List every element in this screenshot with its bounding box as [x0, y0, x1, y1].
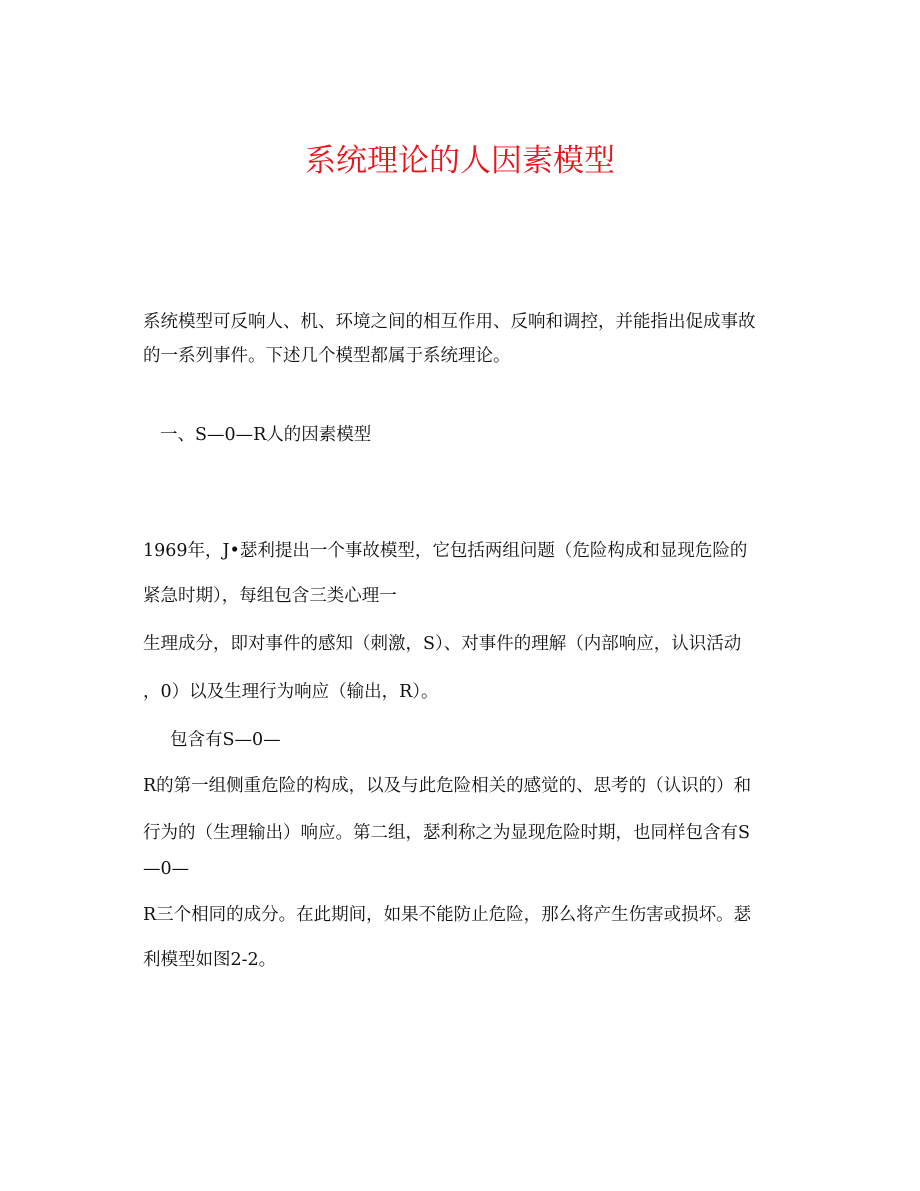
paragraph-3-line-2: ，0）以及生理行为响应（输出，R）。 — [143, 682, 439, 702]
paragraph-6-line-2: 利模型如图2-2。 — [143, 950, 277, 970]
paragraph-5-line-3: —0— — [143, 859, 190, 879]
paragraph-3-line-1: 生理成分，即对事件的感知（刺激，S）、对事件的理解（内部响应，认识活动 — [143, 634, 742, 654]
paragraph-1-line-2: 的一系列事件。下述几个模型都属于系统理论。 — [143, 346, 511, 366]
paragraph-5-line-1: R的第一组侧重危险的构成，以及与此危险相关的感觉的、思考的（认识的）和 — [143, 776, 752, 796]
paragraph-4-line-1: 包含有S—0— — [170, 730, 281, 750]
paragraph-2-line-2: 紧急时期），每组包含三类心理一 — [143, 586, 397, 606]
document-title: 系统理论的人因素模型 — [305, 142, 615, 179]
paragraph-1-line-1: 系统模型可反响人、机、环境之间的相互作用、反响和调控，并能指出促成事故 — [143, 312, 756, 332]
section-heading: 一、S—0—R人的因素模型 — [160, 425, 372, 445]
paragraph-5-line-2: 行为的（生理输出）响应。第二组，瑟利称之为显现危险时期，也同样包含有S — [143, 823, 750, 843]
paragraph-6-line-1: R三个相同的成分。在此期间，如果不能防止危险，那么将产生伤害或损坏。瑟 — [143, 905, 752, 925]
paragraph-2-line-1: 1969年，J•瑟利提出一个事故模型，它包括两组问题（危险构成和显现危险的 — [143, 541, 748, 561]
